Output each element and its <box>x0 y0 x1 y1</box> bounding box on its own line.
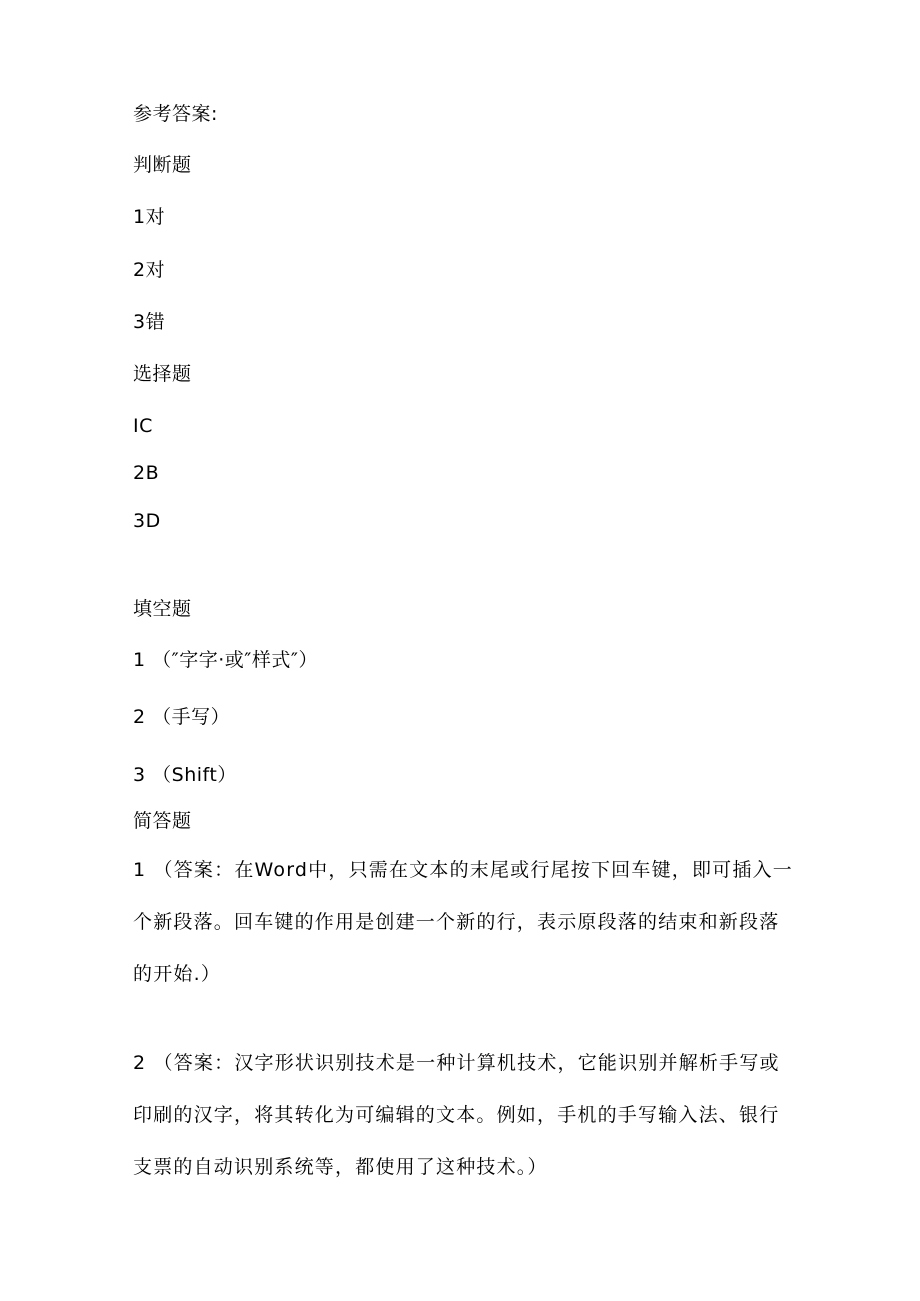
multiple-choice-answer-3: 3D <box>133 510 161 532</box>
true-false-answer-1: 1对 <box>133 206 166 228</box>
answer-key-heading: 参考答案: <box>133 103 218 125</box>
fill-blank-answer-3: 3 （Shift） <box>133 764 237 786</box>
multiple-choice-answer-2: 2B <box>133 462 160 484</box>
multiple-choice-title: 选择题 <box>133 363 192 385</box>
fill-blank-answer-2: 2 （手写） <box>133 706 231 728</box>
multiple-choice-answer-1: IC <box>133 415 153 437</box>
short-answer-2: 2 （答案：汉字形状识别技术是一种计算机技术，它能识别并解析手写或印刷的汉字，将其转化为可编辑的文本。例如，手机的手写输入法、银行支票的自动识别系统等，都使用了这种技术。） <box>133 1052 780 1178</box>
true-false-answer-2: 2对 <box>133 259 166 281</box>
true-false-title: 判断题 <box>133 154 192 176</box>
fill-blank-title: 填空题 <box>133 598 192 620</box>
true-false-answer-3: 3错 <box>133 311 166 333</box>
short-answer-title: 简答题 <box>133 810 192 832</box>
short-answer-1: 1 （答案：在Word中，只需在文本的末尾或行尾按下回车键，即可插入一个新段落。回车键的作用是创建一个新的行，表示原段落的结束和新段落的开始.） <box>133 859 793 985</box>
fill-blank-answer-1: 1 （″字字·或″样式″） <box>133 649 318 671</box>
